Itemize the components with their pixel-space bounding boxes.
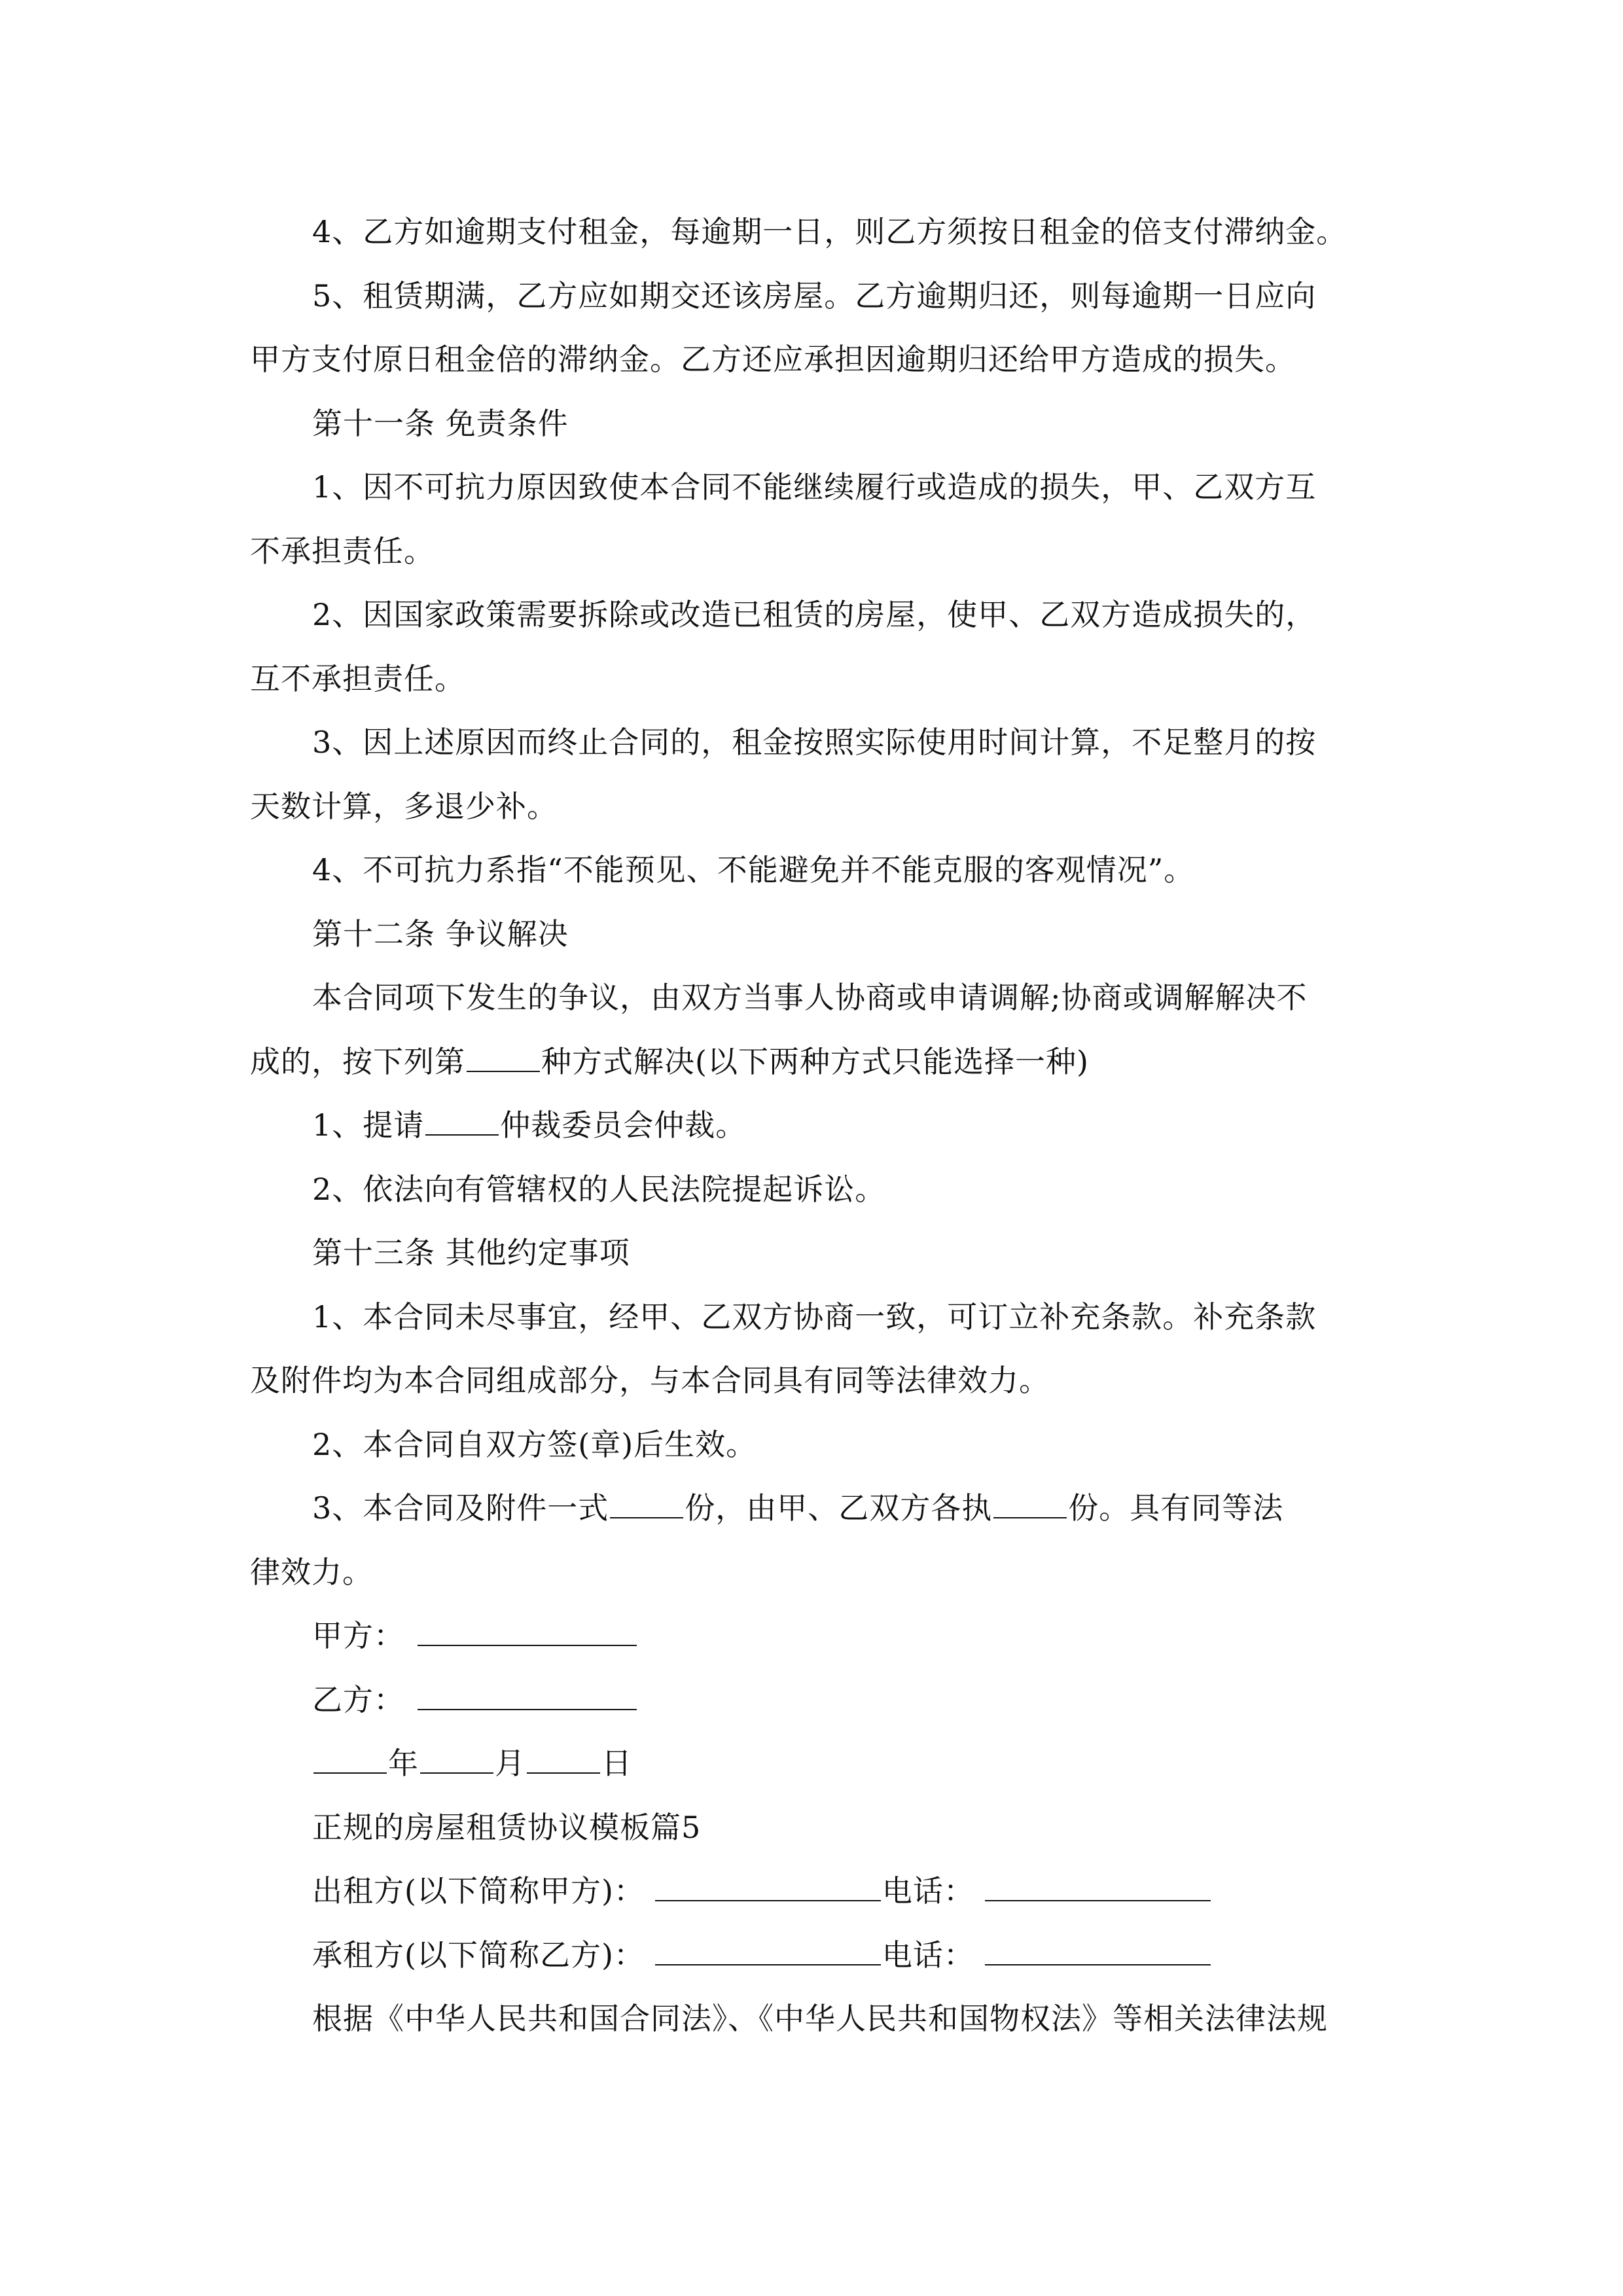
method-text-before: 成的，按下列第: [250, 1043, 465, 1079]
day-field[interactable]: [527, 1738, 600, 1774]
lessee-line: [250, 1924, 1376, 1988]
copies-text-after: 份。具有同等法: [1068, 1490, 1284, 1526]
party-a-signature-field[interactable]: [418, 1611, 637, 1646]
copies-each-blank[interactable]: [993, 1483, 1067, 1518]
article-12-option-2: 2、依法向有管辖权的人民法院提起诉讼。: [312, 1171, 886, 1207]
section-title: 正规的房屋租赁协议模板篇5: [312, 1809, 702, 1845]
lessee-label: 承租方(以下简称乙方)：: [312, 1937, 645, 1973]
clause-expiry: 5、租赁期满，乙方应如期交还该房屋。乙方逾期归还，则每逾期一日应向: [312, 278, 1317, 314]
article-11-item-2: 2、因国家政策需要拆除或改造已租赁的房屋，使甲、乙双方造成损失的，: [312, 597, 1317, 632]
article-13-item-3: [250, 1477, 1376, 1541]
lessor-label: 出租方(以下简称甲方)：: [312, 1873, 645, 1909]
lessee-phone-label: 电话：: [882, 1937, 974, 1973]
article-11-item-1-cont: 不承担责任。: [250, 533, 435, 569]
article-12-method-line: [250, 1030, 1376, 1094]
signature-party-a: [250, 1604, 1376, 1668]
article-11-item-2-cont: 互不承担责任。: [250, 660, 465, 696]
article-13-item-1-cont: 及附件均为本合同组成部分，与本合同具有同等法律效力。: [250, 1363, 1050, 1398]
legal-basis: 根据《中华人民共和国合同法》、《中华人民共和国物权法》等相关法律法规: [312, 2001, 1328, 2036]
article-12-option-1: [250, 1094, 1376, 1158]
arbitration-text-before: 1、提请: [312, 1107, 425, 1143]
lessor-phone-label: 电话：: [882, 1873, 974, 1909]
clause-expiry-cont: 甲方支付原日租金倍的滞纳金。乙方还应承担因逾期归还给甲方造成的损失。: [250, 342, 1296, 377]
article-13-heading: 第十三条 其他约定事项: [312, 1235, 630, 1270]
article-12-heading: 第十二条 争议解决: [312, 916, 569, 952]
year-field[interactable]: [313, 1738, 387, 1774]
party-b-label: 乙方：: [312, 1681, 404, 1717]
copies-text-mid: 份，由甲、乙双方各执: [685, 1490, 993, 1526]
lessee-phone-field[interactable]: [985, 1930, 1211, 1965]
article-11-item-4: 4、不可抗力系指“不能预见、不能避免并不能克服的客观情况”。: [312, 852, 1195, 888]
article-11-heading: 第十一条 免责条件: [312, 405, 569, 441]
article-13-item-3-cont: 律效力。: [250, 1554, 373, 1590]
month-label: 月: [495, 1746, 526, 1781]
method-blank[interactable]: [467, 1037, 540, 1072]
article-11-item-3-cont: 天数计算，多退少补。: [250, 788, 558, 824]
signature-party-b: [250, 1668, 1376, 1732]
lessor-phone-field[interactable]: [985, 1866, 1211, 1901]
article-13-item-2: 2、本合同自双方签(章)后生效。: [312, 1426, 757, 1462]
document-page: [250, 200, 1376, 2051]
lessor-name-field[interactable]: [655, 1866, 881, 1901]
copies-text-before: 3、本合同及附件一式: [312, 1490, 609, 1526]
article-11-item-3: 3、因上述原因而终止合同的，租金按照实际使用时间计算，不足整月的按: [312, 725, 1317, 760]
copies-total-blank[interactable]: [610, 1483, 683, 1518]
day-label: 日: [601, 1746, 632, 1781]
lessor-line: [250, 1859, 1376, 1924]
article-11-item-1: 1、因不可抗力原因致使本合同不能继续履行或造成的损失，甲、乙双方互: [312, 469, 1317, 505]
signature-date: [250, 1732, 1376, 1796]
lessee-name-field[interactable]: [655, 1930, 881, 1965]
article-12-body: 本合同项下发生的争议，由双方当事人协商或申请调解;协商或调解解决不: [312, 980, 1308, 1015]
arbitration-blank[interactable]: [425, 1100, 499, 1136]
article-13-item-1: 1、本合同未尽事宜，经甲、乙双方协商一致，可订立补充条款。补充条款: [312, 1299, 1317, 1335]
party-a-label: 甲方：: [312, 1618, 404, 1653]
arbitration-text-after: 仲裁委员会仲裁。: [500, 1107, 747, 1143]
month-field[interactable]: [420, 1738, 493, 1774]
party-b-signature-field[interactable]: [418, 1675, 637, 1710]
year-label: 年: [388, 1746, 419, 1781]
method-text-after: 种方式解决(以下两种方式只能选择一种): [541, 1043, 1089, 1079]
clause-late-rent: 4、乙方如逾期支付租金，每逾期一日，则乙方须按日租金的倍支付滞纳金。: [312, 214, 1347, 249]
